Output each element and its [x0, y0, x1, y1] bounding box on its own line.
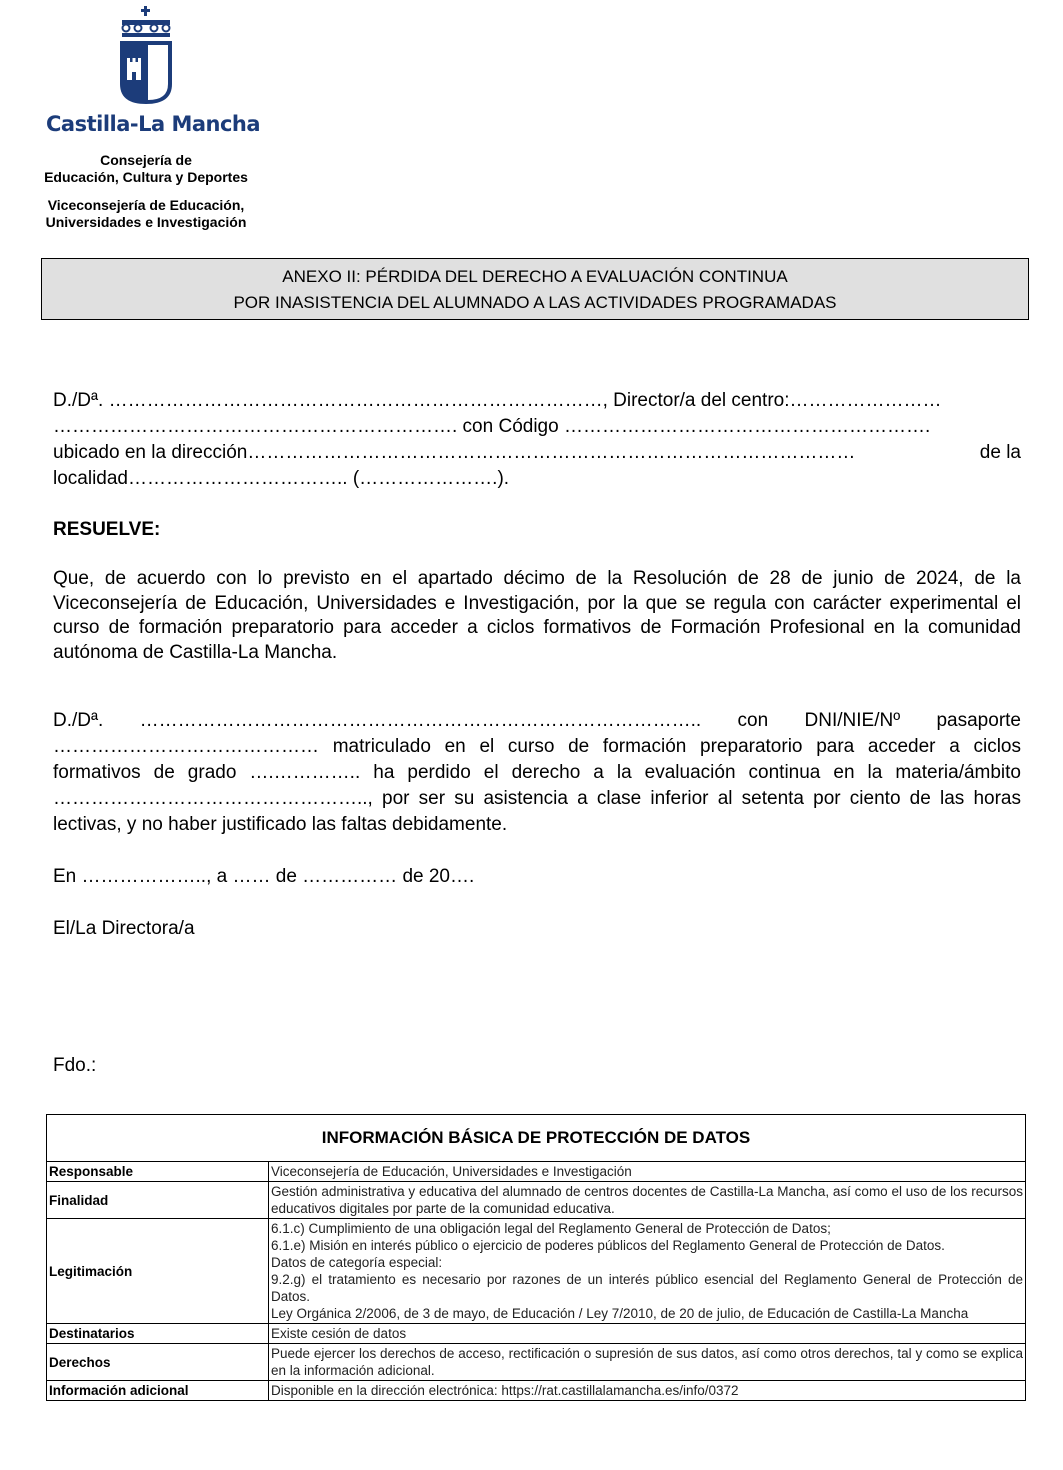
department-block [0, 152, 292, 186]
table-row [47, 1162, 1026, 1182]
resolution-paragraph: Que, de acuerdo con lo previsto en el apartado décimo de la Resolución de 28 de junio de 2024, de la Viceconsejería de Educación, Universidades e Investigación, por la que se regula con carácter experimental el curso de formación preparatorio para acceder a ciclos formativos de Formación Profesional en la comunidad autónoma de Castilla-La Mancha. [53, 568, 1021, 663]
castilla-la-mancha-logo [46, 6, 261, 141]
legitimation-line: 6.1.c) Cumplimiento de una obligación legal del Reglamento General de Protección de Datos; [271, 1221, 831, 1236]
row-value: Existe cesión de datos [269, 1324, 1026, 1344]
legitimation-line: Ley Orgánica 2/2006, de 3 de mayo, de Educación / Ley 7/2010, de 20 de julio, de Educación de Castilla-La Mancha [271, 1306, 969, 1321]
form-line: localidad…………………………….. (………………….). [53, 468, 510, 489]
form-line: ………………………………………………………. con Código …………………………………………………. [53, 416, 931, 437]
place-date-line: En ……………….., a …… de …………… de 20…. [53, 866, 475, 887]
department-line: Consejería de [100, 152, 192, 168]
address-tail: de la [979, 442, 1021, 463]
form-line: D./Dª. ……………………………………………………………………, Director/a del centro:…………………… [53, 390, 942, 411]
resuelve-heading: RESUELVE: [53, 519, 161, 540]
annex-title-line: POR INASISTENCIA DEL ALUMNADO A LAS ACTIVIDADES PROGRAMADAS [233, 293, 837, 312]
subdepartment-block [0, 197, 292, 231]
table-row [47, 1344, 1026, 1381]
table-row [47, 1219, 1026, 1324]
table-row [47, 1182, 1026, 1219]
row-key: Derechos [47, 1344, 269, 1381]
row-value [269, 1219, 1026, 1324]
legitimation-line: 9.2.g) el tratamiento es necesario por razones de un interés público esencial del Reglamento General de Protección de Datos. [271, 1272, 1023, 1304]
subdepartment-line: Universidades e Investigación [45, 214, 247, 230]
table-row [47, 1324, 1026, 1344]
data-protection-table [46, 1114, 1026, 1401]
row-key: Legitimación [47, 1219, 269, 1324]
row-value: Puede ejercer los derechos de acceso, rectificación o supresión de sus datos, así como otros derechos, tal y como se explica en la información adicional. [269, 1344, 1026, 1381]
annex-title-line: ANEXO II: PÉRDIDA DEL DERECHO A EVALUACIÓN CONTINUA [282, 267, 788, 286]
row-value: Viceconsejería de Educación, Universidades e Investigación [269, 1162, 1026, 1182]
table-title: INFORMACIÓN BÁSICA DE PROTECCIÓN DE DATOS [47, 1115, 1026, 1162]
coat-of-arms-icon [116, 6, 176, 106]
address-fill: ubicado en la dirección…………………………………………………………………………………… [53, 442, 856, 463]
signature-label: Fdo.: [53, 1055, 97, 1076]
director-paragraph [53, 388, 1021, 492]
student-paragraph: D./Dª. …………………………………………………………………………….. con DNI/NIE/Nº pasaporte …………………………………… matriculado en el curso de formación preparatorio para acceder a ciclos formativos de grado ….………….. ha perdido el derecho a la evaluación continua en la materia/ámbito ………………………………………….., por ser su asistencia a clase inferior al setenta por ciento de las horas lectivas, y no haber justificado las faltas debidamente. [53, 710, 1021, 835]
row-key: Información adicional [47, 1381, 269, 1401]
legitimation-line: Datos de categoría especial: [271, 1255, 443, 1270]
brand-name: Castilla-La Mancha [46, 112, 261, 136]
row-value: Gestión administrativa y educativa del alumnado de centros docentes de Castilla-La Mancha, así como el uso de los recursos educativos digitales por parte de la comunidad educativa. [269, 1182, 1026, 1219]
form-line [53, 440, 1021, 466]
row-key: Responsable [47, 1162, 269, 1182]
legitimation-line: 6.1.e) Misión en interés público o ejercicio de poderes públicos del Reglamento General de Protección de Datos. [271, 1238, 945, 1253]
signer-role: El/La Directora/a [53, 918, 195, 939]
annex-title-box [41, 258, 1029, 320]
subdepartment-line: Viceconsejería de Educación, [47, 197, 245, 213]
department-line: Educación, Cultura y Deportes [44, 169, 248, 185]
table-row [47, 1381, 1026, 1401]
row-key: Destinatarios [47, 1324, 269, 1344]
row-key: Finalidad [47, 1182, 269, 1219]
row-value: Disponible en la dirección electrónica: https://rat.castillalamancha.es/info/0372 [269, 1381, 1026, 1401]
